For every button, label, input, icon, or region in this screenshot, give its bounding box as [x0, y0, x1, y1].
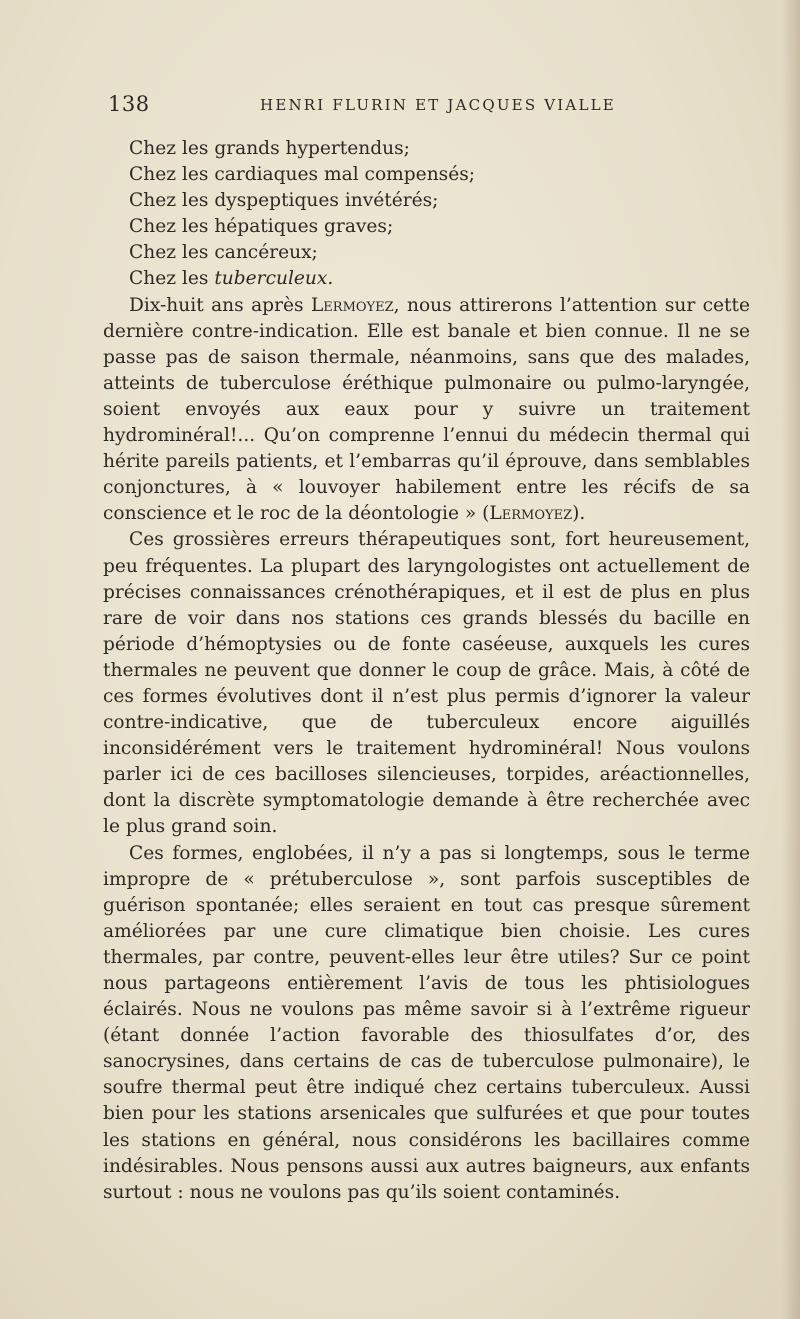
- author-name: Lermoyez: [310, 294, 394, 316]
- list-item: Chez les dyspeptiques invétérés;: [129, 190, 439, 212]
- paragraph-3: Ces formes, englobées, il n’y a pas si longtemps, sous le terme impropre de « prétuberculose », sont parfois susceptibles de guérison spontanée; elles seraient en tout cas presque sûrement améliorées par une cure climatique bien choisie. Les cures thermales, par contre, peuvent-elles leur être utiles? Sur ce point nous partageons entièrement l’avis de tous les phtisiologues éclairés. Nous ne voulons pas même savoir si à l’extrême rigueur (étant donnée l’action favorable des thiosulfates d’or, des sanocrysines, dans certains de cas de tuberculose pulmonaire), le soufre thermal peut être indiqué chez certains tuberculeux. Aussi bien pour les stations arsenicales que sulfurées et que pour toutes les stations en général, nous considérons les bacillaires comme indésirables. Nous pensons aussi aux autres baigneurs, aux enfants surtout : nous ne voulons pas qu’ils soient contaminés.: [103, 842, 750, 1203]
- page-edge-shadow: [782, 0, 800, 1319]
- paragraph-2: Ces grossières erreurs thérapeutiques sont, fort heureusement, peu fréquentes. La plupart des laryngologistes ont actuellement de précises connaissances crénothérapiques, et il est de plus en plus rare de voir dans nos stations ces grands blessés du bacille en période d’hémoptysies ou de fonte caséeuse, auxquels les cures thermales ne peuvent que donner le coup de grâce. Mais, à côté de ces formes évolutives dont il n’est plus permis d’ignorer la valeur contre-indicative, que de tuberculeux encore aiguillés inconsidérément vers le traitement hydrominéral! Nous voulons parler ici de ces bacilloses silencieuses, torpides, aréactionnelles, dont la discrète symptomatologie demande à être recherchée avec le plus grand soin.: [103, 529, 750, 838]
- paragraph-1: Dix-huit ans après Lermoyez, nous attirerons l’attention sur cette dernière contre-indication. Elle est banale et bien connue. Il ne se passe pas de saison thermale, néanmoins, sans que des malades, atteints de tuberculose éréthique pulmonaire ou pulmo-laryngée, soient envoyés aux eaux pour y suivre un traitement hydrominéral!... Qu’on comprenne l’ennui du médecin thermal qui hérite pareils patients, et l’embarras qu’il éprouve, dans semblables conjonctures, à « louvoyer habilement entre les récifs de sa conscience et le roc de la déontologie » (Lermoyez).: [103, 294, 751, 525]
- body-text: [103, 136, 750, 1206]
- author-name: Lermoyez: [489, 503, 573, 525]
- list-item: Chez les hépatiques graves;: [129, 216, 394, 238]
- list-item: Chez les cancéreux;: [129, 242, 318, 264]
- list-item: Chez les grands hypertendus;: [129, 138, 410, 159]
- page-header: [108, 92, 728, 118]
- running-head: HENRI FLURIN ET JACQUES VIALLE: [260, 96, 616, 114]
- list-item: Chez les cardiaques mal compensés;: [129, 164, 476, 186]
- page-number: 138: [108, 92, 150, 116]
- list-item: Chez les tuberculeux.: [129, 268, 334, 290]
